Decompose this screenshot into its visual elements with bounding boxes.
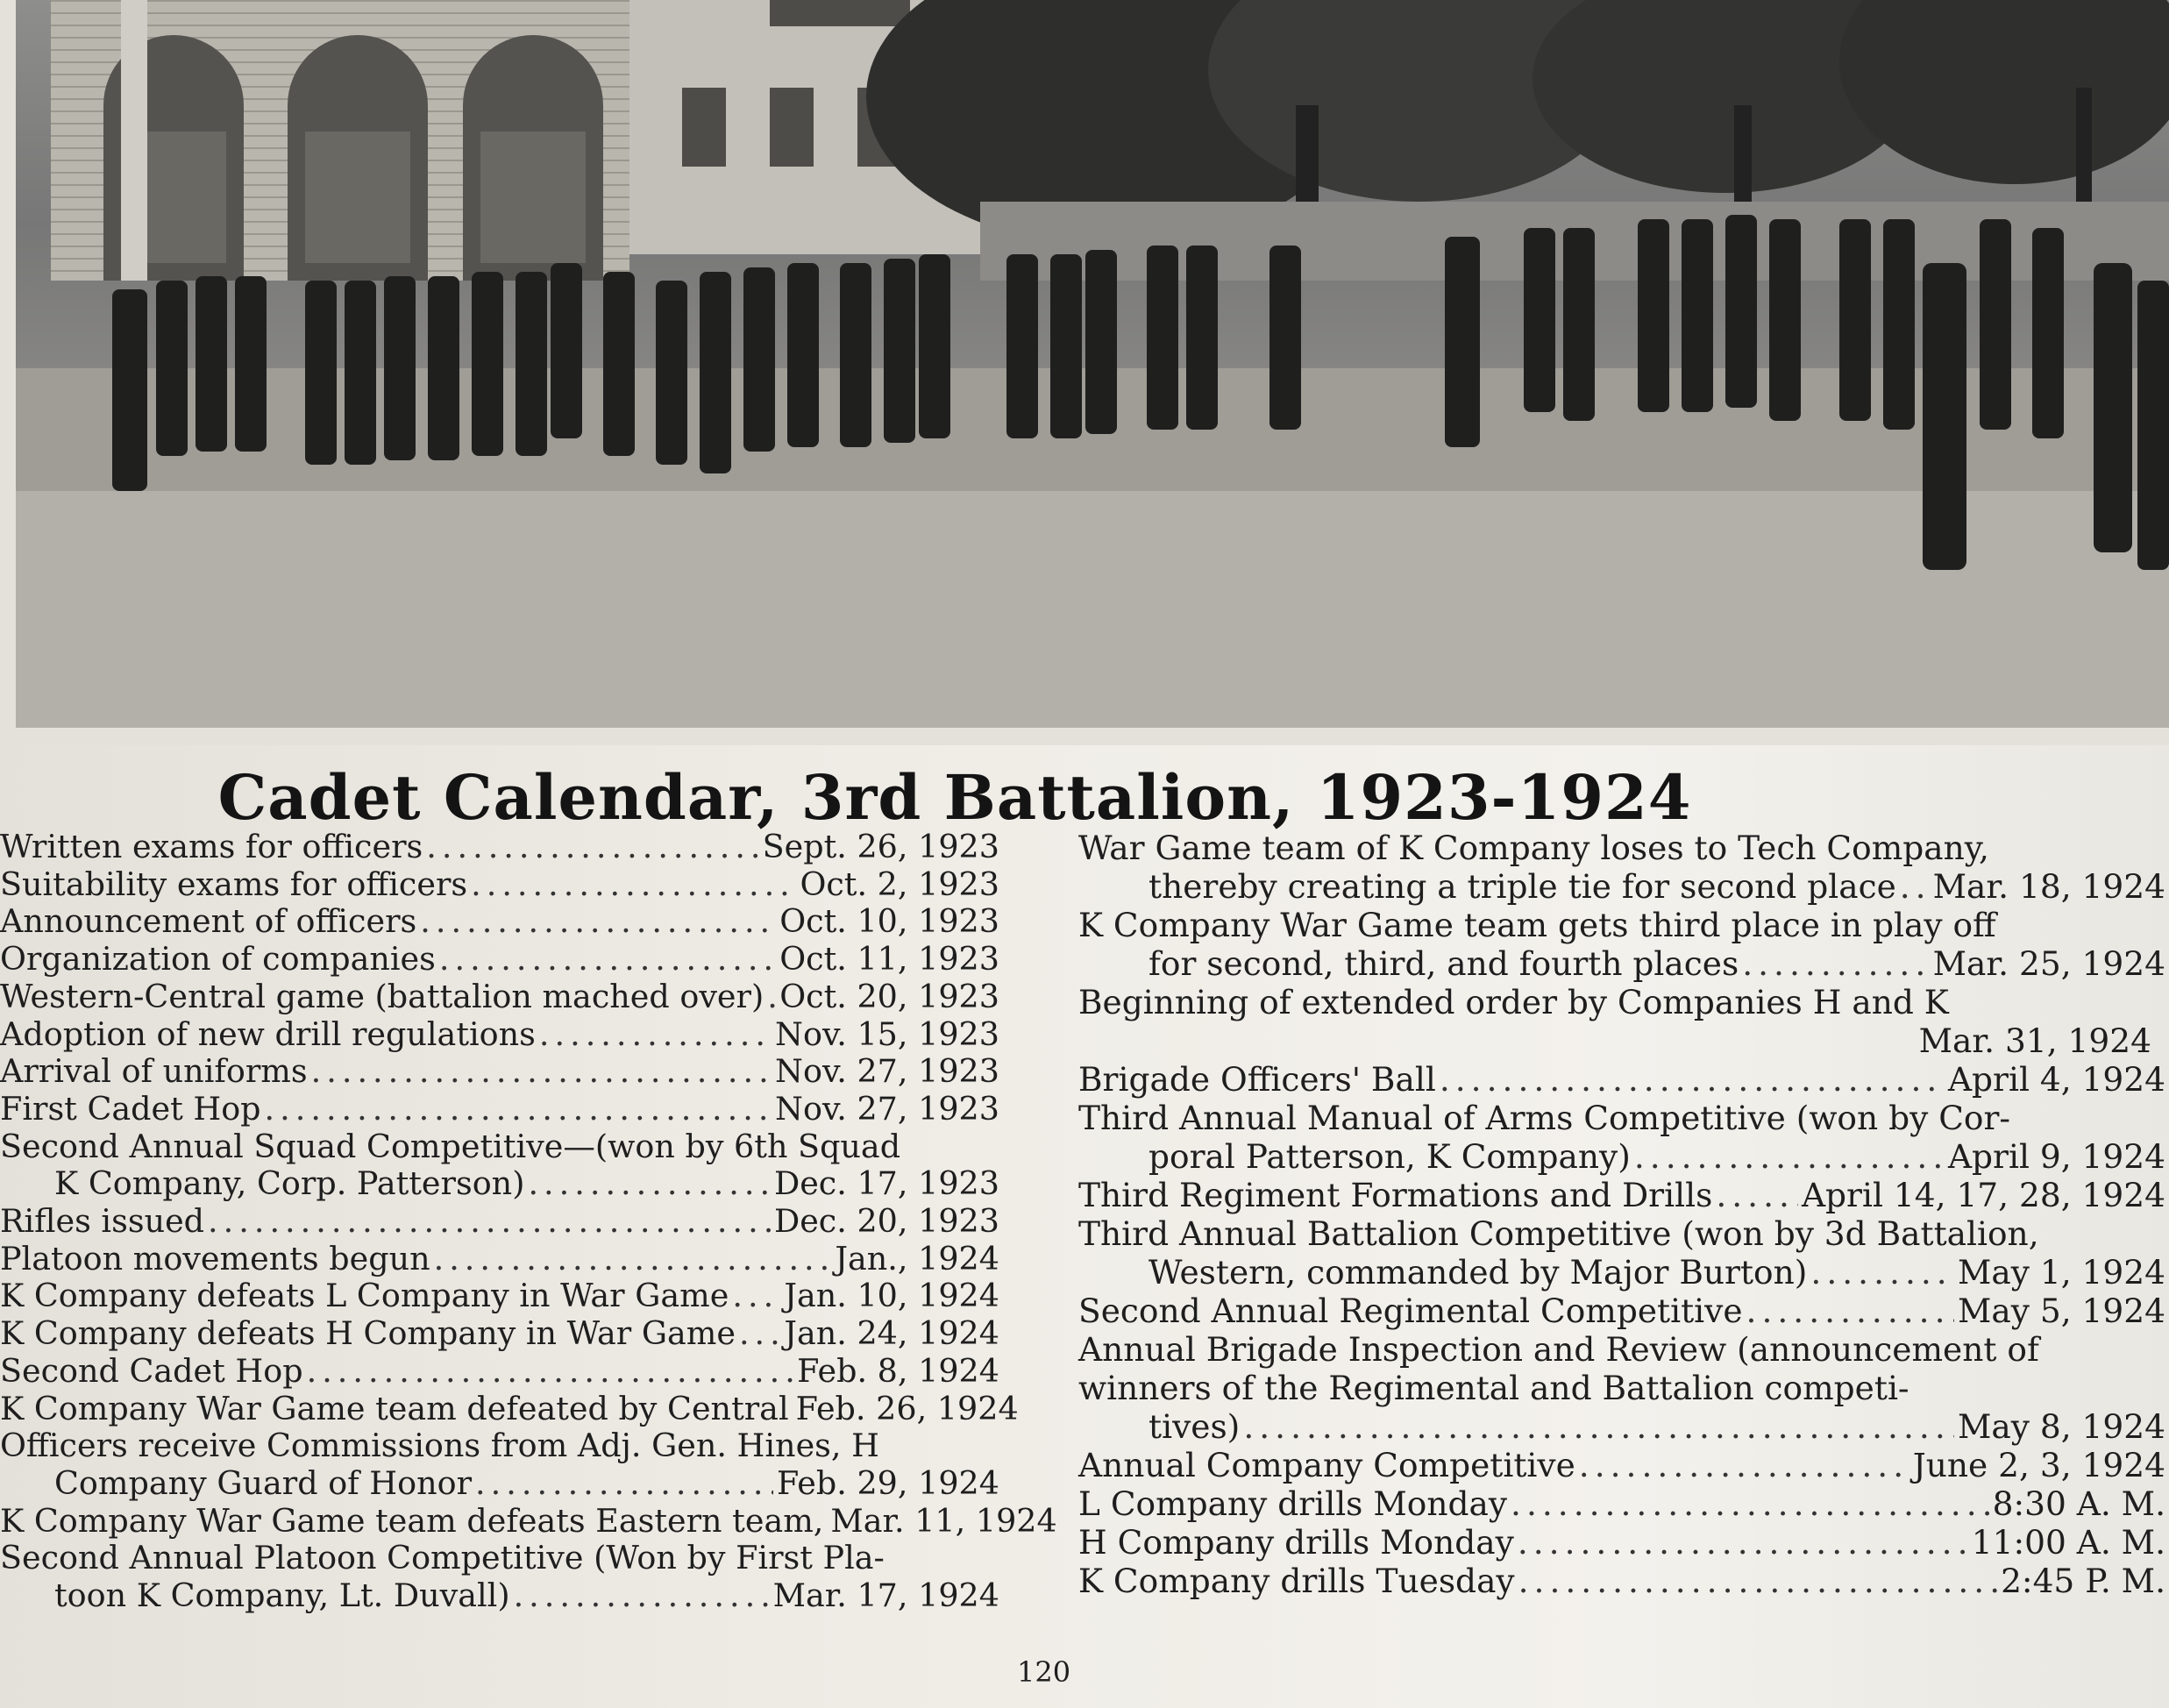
entry-text-line: Third Annual Manual of Arms Competitive (won by Cor- [1078, 1099, 2011, 1137]
entry-text: Written exams for officers [0, 828, 423, 865]
calendar-entry [0, 1315, 999, 1353]
calendar-entry [1078, 1292, 2165, 1330]
entry-text: First Cadet Hop [0, 1089, 261, 1128]
entry-date: May 1, 1924 [1958, 1253, 2165, 1292]
dot-leader [426, 829, 758, 866]
page-number: 120 [1017, 1655, 1071, 1689]
dot-leader [208, 1203, 771, 1241]
calendar-entry [0, 979, 999, 1016]
entry-text: Platoon movements begun [0, 1239, 430, 1277]
dot-leader [1900, 867, 1930, 906]
entry-text: H Company drills Monday [1078, 1523, 1514, 1562]
dot-leader [1511, 1484, 1989, 1523]
entry-date: Feb. 29, 1924 [776, 1463, 999, 1502]
calendar-entry [1078, 1446, 2165, 1484]
entry-date: Jan. 24, 1924 [784, 1314, 999, 1353]
entry-text: tives) [1149, 1407, 1241, 1446]
entry-date: April 14, 17, 28, 1924 [1801, 1176, 2165, 1214]
entry-text: Rifles issued [0, 1202, 205, 1241]
entry-text: Second Annual Regimental Competitive [1078, 1292, 1743, 1330]
entry-text: Company Guard of Honor [54, 1463, 473, 1502]
calendar-entry [1078, 1099, 2165, 1176]
dot-leader [471, 866, 796, 904]
entry-text: Announcement of officers [0, 902, 417, 941]
calendar-entry [0, 1053, 999, 1091]
calendar-entry [0, 903, 999, 941]
entry-text: Western, commanded by Major Burton) [1149, 1253, 1808, 1292]
entry-date: Oct. 11, 1923 [779, 940, 999, 979]
entry-text: Suitability exams for officers [0, 865, 468, 903]
dot-leader [1243, 1407, 1954, 1446]
title-left: Cadet Calendar, [217, 761, 779, 834]
entry-date: 11:00 A. M. [1971, 1523, 2165, 1562]
calendar-entry [0, 1277, 999, 1315]
entry-date: Jan., 1924 [835, 1239, 999, 1277]
entry-text: Arrival of uniforms [0, 1052, 308, 1091]
calendar-entry [0, 1540, 999, 1614]
dot-leader [439, 941, 776, 979]
calendar-entry [1078, 1523, 2165, 1562]
entry-date: Nov. 27, 1923 [775, 1052, 999, 1091]
dot-leader [265, 1091, 772, 1128]
entry-text-line: Annual Brigade Inspection and Review (announcement of [1078, 1330, 2039, 1369]
calendar-entry [1078, 1484, 2165, 1523]
entry-date: Mar. 18, 1924 [1932, 867, 2165, 906]
entry-text: thereby creating a triple tie for second place [1149, 867, 1896, 906]
entry-text: L Company drills Monday [1078, 1484, 1508, 1523]
calendar-entry [0, 1427, 999, 1502]
calendar-entry [1078, 1176, 2165, 1214]
entry-date: Feb. 8, 1924 [797, 1351, 999, 1390]
calendar-right-column [1078, 829, 2165, 1600]
calendar-entry [1078, 906, 2165, 983]
dot-leader [420, 903, 776, 941]
entry-text: K Company defeats L Company in War Game [0, 1277, 729, 1315]
entry-text: toon K Company, Lt. Duvall) [54, 1576, 510, 1615]
dot-leader [1716, 1176, 1798, 1214]
entry-date: April 4, 1924 [1947, 1060, 2165, 1099]
dot-leader [475, 1465, 773, 1503]
dot-leader [307, 1353, 794, 1391]
calendar-entry [0, 941, 999, 979]
entry-text-line: Third Annual Battalion Competitive (won by 3d Battalion, [1078, 1214, 2039, 1253]
entry-text: K Company defeats H Company in War Game [0, 1314, 736, 1353]
calendar-entry [0, 866, 999, 904]
entry-text: Western-Central game (battalion mached over) [0, 977, 764, 1015]
dot-leader [1440, 1060, 1945, 1099]
dot-leader [539, 1016, 772, 1054]
entry-text: Third Regiment Formations and Drills [1078, 1176, 1713, 1214]
entry-date: Nov. 27, 1923 [775, 1089, 999, 1128]
calendar-entry [0, 1353, 999, 1391]
calendar-entry [1078, 1562, 2165, 1600]
title-right: 3rd Battalion, 1923-1924 [800, 761, 1692, 834]
entry-text-line: Second Annual Platoon Competitive (Won by First Pla- [0, 1539, 885, 1577]
dot-leader [1634, 1137, 1945, 1176]
entry-text: K Company drills Tuesday [1078, 1562, 1515, 1600]
entry-date: Sept. 26, 1923 [762, 828, 999, 865]
entry-text: poral Patterson, K Company) [1149, 1137, 1631, 1176]
calendar-entry [1078, 1060, 2165, 1099]
entry-date: Feb. 26, 1924 [795, 1389, 1019, 1427]
entry-date: 8:30 A. M. [1992, 1484, 2165, 1523]
calendar-entry [0, 1203, 999, 1241]
dot-leader [1742, 944, 1929, 983]
entry-text: K Company, Corp. Patterson) [54, 1164, 525, 1203]
entry-date: Oct. 20, 1923 [779, 977, 999, 1015]
entry-text-line: Beginning of extended order by Companies H and K [1078, 983, 1949, 1021]
calendar-entry [1078, 1214, 2165, 1292]
entry-text: K Company War Game team defeats Eastern team, [0, 1501, 824, 1540]
calendar-entry [0, 1241, 999, 1278]
calendar-entry [0, 1389, 1019, 1428]
entry-date: May 5, 1924 [1958, 1292, 2165, 1330]
calendar-entry [0, 1128, 999, 1203]
dot-leader [528, 1165, 771, 1203]
dot-leader [739, 1315, 780, 1353]
entry-date: Oct. 10, 1923 [779, 902, 999, 941]
dot-leader [311, 1053, 772, 1091]
entry-date: Jan. 10, 1924 [784, 1277, 999, 1315]
entry-text-line: Second Annual Squad Competitive—(won by 6th Squad [0, 1127, 901, 1165]
calendar-entry [0, 1091, 999, 1128]
entry-text-line: winners of the Regimental and Battalion competi- [1078, 1369, 1909, 1407]
entry-date: Mar. 17, 1924 [772, 1576, 999, 1615]
dot-leader [732, 1277, 780, 1315]
entry-text-line: War Game team of K Company loses to Tech Company, [1078, 829, 1989, 867]
entry-text: K Company War Game team defeated by Central [0, 1389, 789, 1427]
dot-leader [1579, 1446, 1909, 1484]
entry-text: Adoption of new drill regulations [0, 1014, 536, 1053]
calendar-entry [1078, 983, 2165, 1060]
calendar-entry [1078, 829, 2165, 906]
calendar-left-column [0, 828, 1057, 1615]
dot-leader [767, 979, 776, 1016]
entry-date: Dec. 20, 1923 [773, 1202, 999, 1241]
dot-leader [1810, 1253, 1954, 1292]
entry-date: April 9, 1924 [1947, 1137, 2165, 1176]
page-title [0, 761, 2169, 834]
calendar-entry [1078, 1330, 2165, 1446]
entry-text: Brigade Officers' Ball [1078, 1060, 1436, 1099]
battalion-photograph [16, 0, 2169, 745]
dot-leader [1518, 1523, 1968, 1562]
entry-text-line: Officers receive Commissions from Adj. Gen. Hines, H [0, 1427, 879, 1465]
calendar-entry [0, 829, 999, 866]
entry-text: Annual Company Competitive [1078, 1446, 1575, 1484]
calendar-entry [0, 1501, 1057, 1541]
dot-leader [434, 1241, 832, 1278]
entry-date: Mar. 25, 1924 [1932, 944, 2165, 983]
entry-date: Mar. 31, 1924 [1918, 1021, 2151, 1060]
entry-date: Oct. 2, 1923 [800, 865, 999, 903]
entry-date: Mar. 11, 1924 [830, 1501, 1057, 1540]
entry-date: Nov. 15, 1923 [775, 1014, 999, 1053]
dot-leader [514, 1577, 770, 1615]
entry-date: Dec. 17, 1923 [773, 1164, 999, 1203]
entry-text: for second, third, and fourth places [1149, 944, 1739, 983]
entry-text: Organization of companies [0, 940, 436, 979]
calendar-entry [0, 1016, 999, 1054]
dot-leader [1518, 1562, 1997, 1600]
entry-text-line: K Company War Game team gets third place in play off [1078, 906, 1996, 944]
entry-text: Second Cadet Hop [0, 1351, 303, 1390]
photograph-illustration [16, 0, 2169, 745]
dot-leader [1746, 1292, 1954, 1330]
entry-date: June 2, 3, 1924 [1912, 1446, 2165, 1484]
entry-date: 2:45 P. M. [2001, 1562, 2165, 1600]
entry-date: May 8, 1924 [1958, 1407, 2165, 1446]
